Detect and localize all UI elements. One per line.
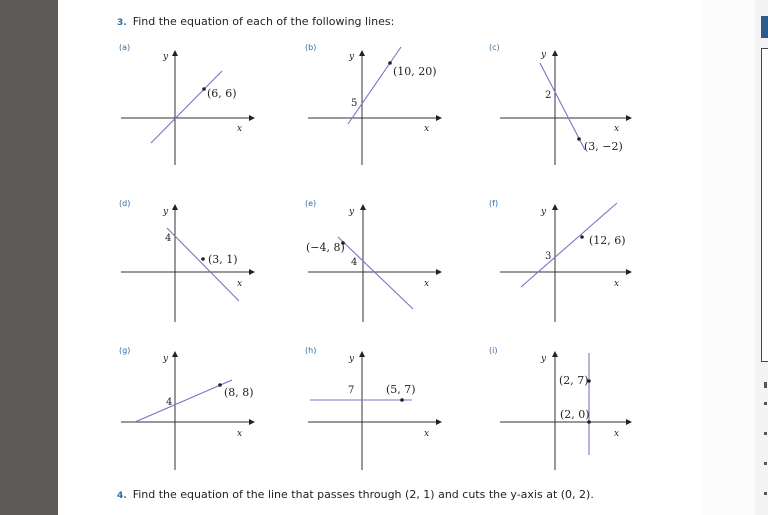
graph-label-g: (g) xyxy=(119,346,131,355)
point-marker xyxy=(218,383,222,387)
graph-h xyxy=(308,353,440,470)
graph-line xyxy=(151,71,222,143)
point-marker xyxy=(400,398,404,402)
point-label: (10, 20) xyxy=(393,65,437,78)
y-axis-label: y xyxy=(163,52,169,62)
graph-e xyxy=(306,206,440,322)
x-axis-label: x xyxy=(614,279,620,289)
y-axis-label: y xyxy=(541,50,547,60)
point-label: (2, 0) xyxy=(560,408,590,421)
intercept-label: 7 xyxy=(348,385,355,396)
x-axis-label: x xyxy=(424,124,430,134)
graph-label-f: (f) xyxy=(489,199,499,208)
y-axis-label: y xyxy=(541,207,547,217)
question-text: Find the equation of the line that passes through (2, 1) and cuts the y-axis at (0, 2). xyxy=(132,488,594,501)
graph-label-i: (i) xyxy=(489,346,498,355)
y-axis-label: y xyxy=(163,354,169,364)
y-axis-label: y xyxy=(349,207,355,217)
intercept-label: 2 xyxy=(545,90,552,101)
graph-d xyxy=(121,206,253,322)
graph-c xyxy=(500,50,630,165)
graph-line xyxy=(338,237,413,309)
graph-label-h: (h) xyxy=(305,346,317,355)
x-axis-label: x xyxy=(424,429,430,439)
y-axis-label: y xyxy=(163,207,169,217)
point-marker xyxy=(388,61,392,65)
y-axis-label: y xyxy=(541,354,547,364)
point-label: (6, 6) xyxy=(207,87,237,100)
point-label: (8, 8) xyxy=(224,386,254,399)
y-axis-label: y xyxy=(349,52,355,62)
graph-g xyxy=(121,353,254,470)
graph-label-c: (c) xyxy=(489,43,500,52)
intercept-label: 4 xyxy=(351,257,358,268)
point-marker xyxy=(201,257,205,261)
graph-i xyxy=(500,353,630,470)
x-axis-label: x xyxy=(237,279,243,289)
point-label: (2, 7) xyxy=(559,374,589,387)
question-number: 4. xyxy=(117,491,127,501)
point-label: (3, −2) xyxy=(584,140,623,153)
point-marker xyxy=(202,87,206,91)
y-axis-label: y xyxy=(349,354,355,364)
graph-label-a: (a) xyxy=(119,43,131,52)
graph-line xyxy=(135,380,232,422)
graph-line xyxy=(348,47,401,124)
point-label: (12, 6) xyxy=(589,234,626,247)
x-axis-label: x xyxy=(614,124,620,134)
graph-line xyxy=(540,63,585,150)
x-axis-label: x xyxy=(614,429,620,439)
question-text: Find the equation of each of the following lines: xyxy=(132,15,395,28)
graph-f xyxy=(500,203,630,322)
intercept-label: 3 xyxy=(545,251,552,262)
graph-label-d: (d) xyxy=(119,199,131,208)
graph-label-b: (b) xyxy=(305,43,317,52)
x-axis-label: x xyxy=(237,429,243,439)
graph-b xyxy=(308,47,440,165)
point-label: (−4, 8) xyxy=(306,241,345,254)
point-marker xyxy=(580,235,584,239)
x-axis-label: x xyxy=(424,279,430,289)
intercept-label: 4 xyxy=(165,233,172,244)
point-label: (5, 7) xyxy=(386,383,416,396)
graph-a xyxy=(121,52,253,165)
x-axis-label: x xyxy=(237,124,243,134)
graph-label-e: (e) xyxy=(305,199,317,208)
intercept-label: 5 xyxy=(351,98,358,109)
point-marker xyxy=(577,137,581,141)
question-number: 3. xyxy=(117,18,127,28)
point-label: (3, 1) xyxy=(208,253,238,266)
intercept-label: 4 xyxy=(166,397,173,408)
